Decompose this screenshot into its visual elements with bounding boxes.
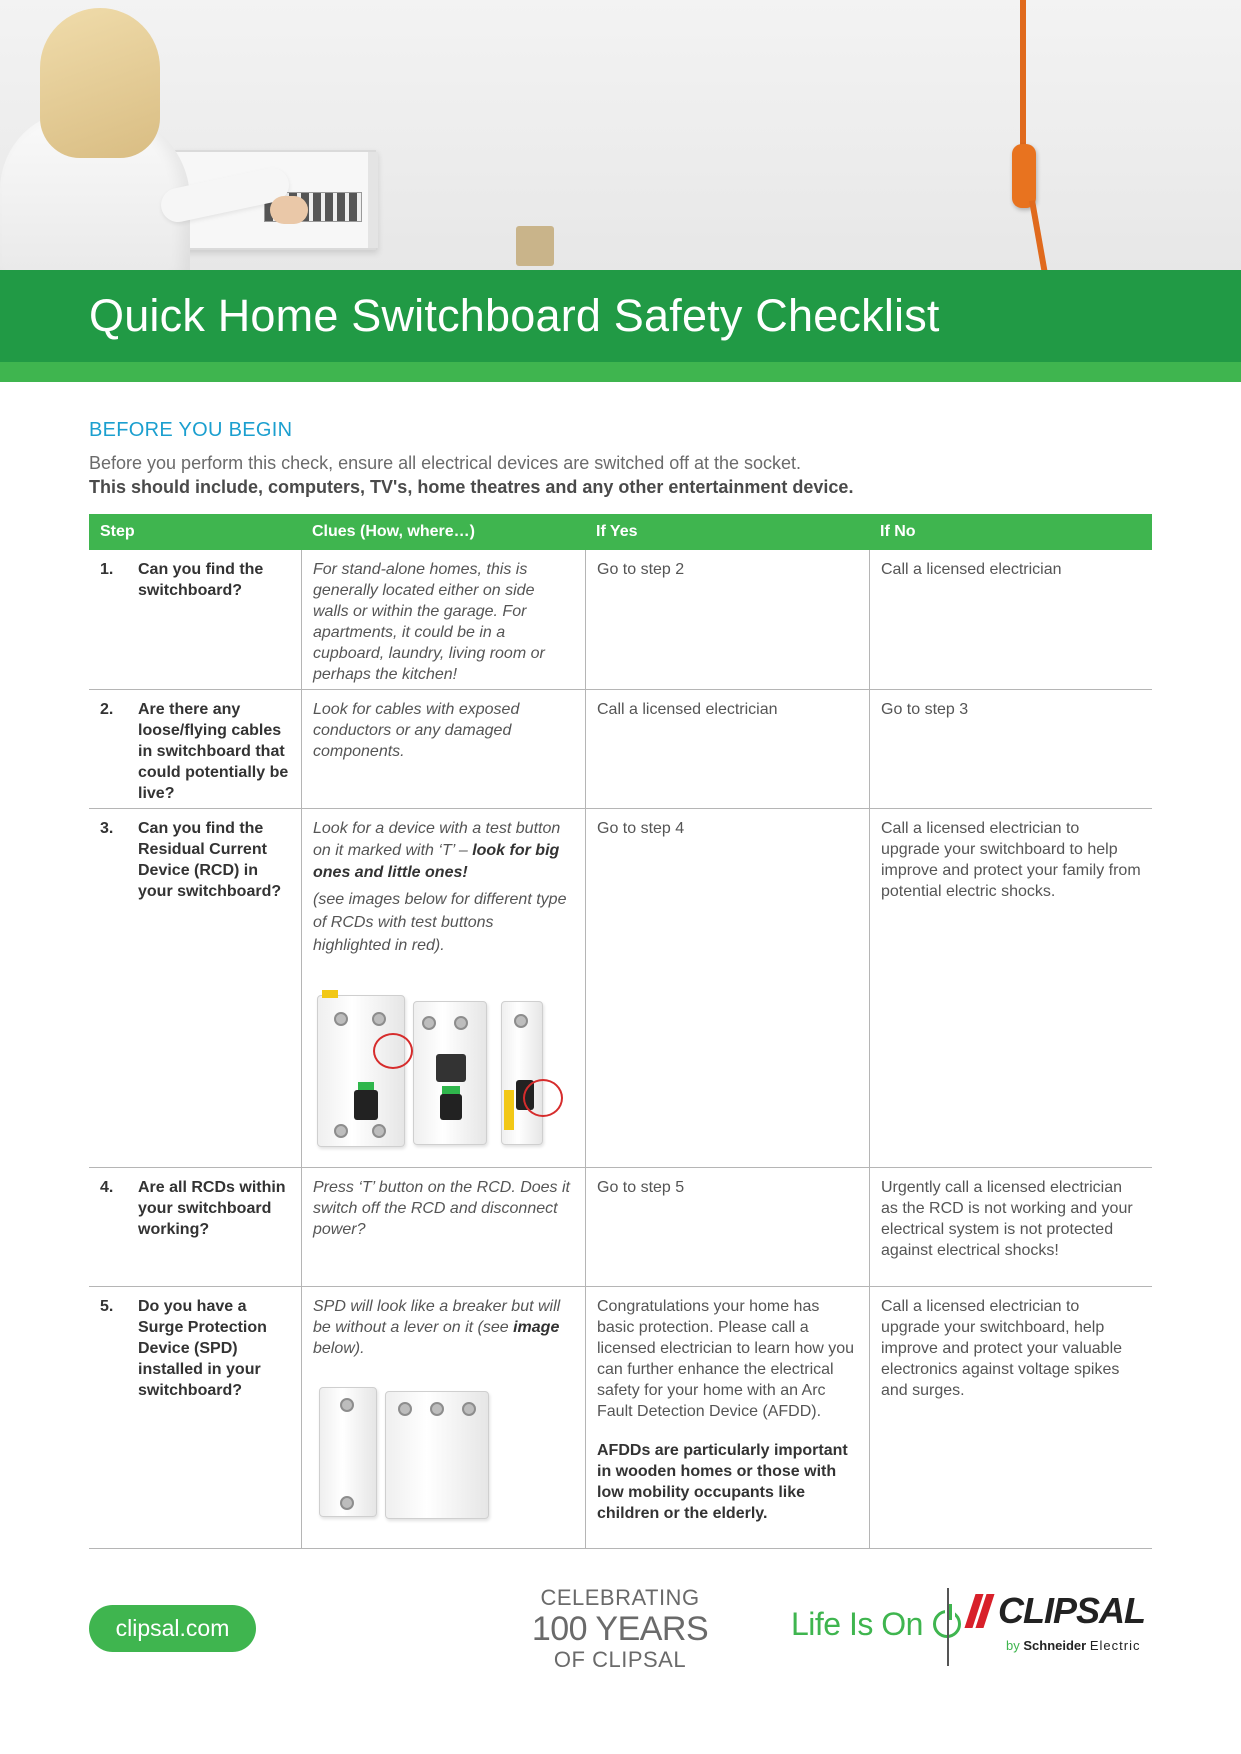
tagline-text: Life Is On bbox=[791, 1606, 923, 1642]
step-number: 5. bbox=[100, 1298, 114, 1315]
table-row bbox=[89, 550, 1152, 690]
clue-note: (see images below for different type of RCDs with test buttons highlighted in red). bbox=[313, 891, 567, 954]
tagline bbox=[791, 1606, 961, 1643]
device-screw bbox=[454, 1016, 468, 1030]
person-hair bbox=[40, 8, 160, 158]
step-question: Do you have a Surge Protection Device (SPD) installed in your switchboard? bbox=[138, 1298, 267, 1399]
device-screw bbox=[340, 1398, 354, 1412]
device-screw bbox=[372, 1012, 386, 1026]
step-question: Can you find the Residual Current Device (RCD) in your switchboard? bbox=[138, 820, 282, 900]
clue-emphasis: look for big ones and little ones! bbox=[313, 842, 560, 881]
spd-device-images bbox=[313, 1383, 563, 1523]
step-question: Are there any loose/flying cables in switchboard that could potentially be live? bbox=[138, 701, 289, 802]
table-header bbox=[89, 514, 1152, 550]
celebrating-text: CELEBRATING bbox=[540, 1585, 700, 1610]
spd-device-single bbox=[319, 1387, 377, 1517]
device-screw bbox=[422, 1016, 436, 1030]
step-cell bbox=[89, 809, 301, 1167]
step-number: 4. bbox=[100, 1179, 114, 1196]
step-cell bbox=[89, 1168, 301, 1286]
wall-hook bbox=[516, 226, 554, 266]
section-heading: BEFORE YOU BEGIN bbox=[89, 419, 293, 441]
website-link[interactable]: clipsal.com bbox=[89, 1605, 256, 1652]
rcd-device-medium bbox=[413, 1001, 487, 1145]
clue-cell: For stand-alone homes, this is generally located either on side walls or within the garage. For apartments, it could be in a cupboard, laundry, living room or perhaps the kitchen! bbox=[301, 550, 585, 689]
clue-cell bbox=[301, 809, 585, 1167]
footer-divider bbox=[947, 1588, 949, 1666]
schneider-text: Schneider bbox=[1023, 1638, 1087, 1653]
orange-cable-lower bbox=[1029, 200, 1049, 270]
brand-name: CLIPSAL bbox=[998, 1590, 1146, 1631]
step-cell bbox=[89, 690, 301, 808]
yes-cell: Call a licensed electrician bbox=[585, 690, 869, 808]
yes-cell bbox=[585, 1287, 869, 1548]
orange-cable bbox=[1020, 0, 1026, 150]
device-screw bbox=[334, 1124, 348, 1138]
yes-emphasis: AFDDs are particularly important in wooden homes or those with low mobility occupants like children or the elderly. bbox=[597, 1442, 848, 1522]
clipsal-logo bbox=[970, 1592, 1152, 1653]
page-title: Quick Home Switchboard Safety Checklist bbox=[89, 290, 940, 341]
no-cell: Call a licensed electrician to upgrade your switchboard, help improve and protect your valuable electronics against voltage spikes and surges. bbox=[869, 1287, 1152, 1548]
clue-text: SPD will look like a breaker but will be without a lever on it (see bbox=[313, 1298, 561, 1336]
clue-cell: Look for cables with exposed conductors or any damaged components. bbox=[301, 690, 585, 808]
device-screw bbox=[430, 1402, 444, 1416]
rcd-device-large bbox=[317, 995, 405, 1147]
device-screw bbox=[334, 1012, 348, 1026]
test-button-highlight bbox=[523, 1079, 563, 1117]
step-number: 2. bbox=[100, 701, 114, 718]
intro-text: Before you perform this check, ensure all electrical devices are switched off at the socket. bbox=[89, 453, 802, 473]
no-cell: Go to step 3 bbox=[869, 690, 1152, 808]
step-cell bbox=[89, 550, 301, 689]
clue-text-end: below). bbox=[313, 1340, 365, 1357]
device-label bbox=[504, 1090, 514, 1130]
device-screw bbox=[462, 1402, 476, 1416]
person-hand bbox=[270, 196, 308, 224]
step-cell bbox=[89, 1287, 301, 1548]
clue-cell bbox=[301, 1287, 585, 1548]
header-if-yes: If Yes bbox=[596, 523, 638, 540]
no-cell: Call a licensed electrician bbox=[869, 550, 1152, 689]
rcd-device-small bbox=[501, 1001, 543, 1145]
table-row bbox=[89, 809, 1152, 1168]
step-number: 3. bbox=[100, 820, 114, 837]
device-tab bbox=[322, 990, 338, 998]
device-screw bbox=[340, 1496, 354, 1510]
header-clues: Clues (How, where…) bbox=[312, 523, 475, 540]
yes-cell: Go to step 4 bbox=[585, 809, 869, 1167]
device-window bbox=[436, 1054, 466, 1082]
clue-cell: Press ‘T’ button on the RCD. Does it switch off the RCD and disconnect power? bbox=[301, 1168, 585, 1286]
device-lever bbox=[440, 1094, 462, 1120]
no-cell: Call a licensed electrician to upgrade your switchboard to help improve and protect your family from potential electric shocks. bbox=[869, 809, 1152, 1167]
spd-device-triple bbox=[385, 1391, 489, 1519]
table-row bbox=[89, 1287, 1152, 1549]
clue-emphasis: image bbox=[513, 1319, 560, 1336]
electric-text: Electric bbox=[1089, 1638, 1141, 1653]
by-text: by bbox=[1006, 1638, 1020, 1653]
table-row bbox=[89, 1168, 1152, 1287]
hero-photo bbox=[0, 0, 1241, 270]
checklist-table bbox=[89, 514, 1152, 1549]
test-button-highlight bbox=[373, 1033, 413, 1069]
no-cell: Urgently call a licensed electrician as the RCD is not working and your electrical system is not protected against electrical shocks! bbox=[869, 1168, 1152, 1286]
intro-emphasis: This should include, computers, TV's, home theatres and any other entertainment device. bbox=[89, 477, 854, 497]
schneider-line bbox=[970, 1638, 1152, 1653]
device-screw bbox=[372, 1124, 386, 1138]
years-text: 100 YEARS bbox=[531, 1610, 709, 1648]
yes-text: Congratulations your home has basic protection. Please call a licensed electrician to learn how you can further enhance the electrical safety for your home with an Arc Fault Detection Device (AFDD). bbox=[597, 1298, 855, 1420]
header-step: Step bbox=[100, 523, 135, 540]
device-screw bbox=[398, 1402, 412, 1416]
header-if-no: If No bbox=[880, 523, 916, 540]
yes-cell: Go to step 5 bbox=[585, 1168, 869, 1286]
step-question: Are all RCDs within your switchboard working? bbox=[138, 1179, 286, 1238]
device-screw bbox=[514, 1014, 528, 1028]
switchboard-door bbox=[368, 152, 378, 248]
anniversary-badge bbox=[520, 1585, 720, 1673]
clue-text: Look for a device with a test button on it marked with ‘T’ – bbox=[313, 820, 561, 859]
step-question: Can you find the switchboard? bbox=[138, 561, 264, 599]
title-strip bbox=[0, 362, 1241, 382]
table-row bbox=[89, 690, 1152, 809]
orange-plug bbox=[1012, 144, 1036, 208]
device-lever bbox=[354, 1090, 378, 1120]
step-number: 1. bbox=[100, 561, 114, 578]
rcd-device-images bbox=[313, 987, 563, 1157]
of-clipsal-text: OF CLIPSAL bbox=[553, 1647, 687, 1672]
yes-cell: Go to step 2 bbox=[585, 550, 869, 689]
